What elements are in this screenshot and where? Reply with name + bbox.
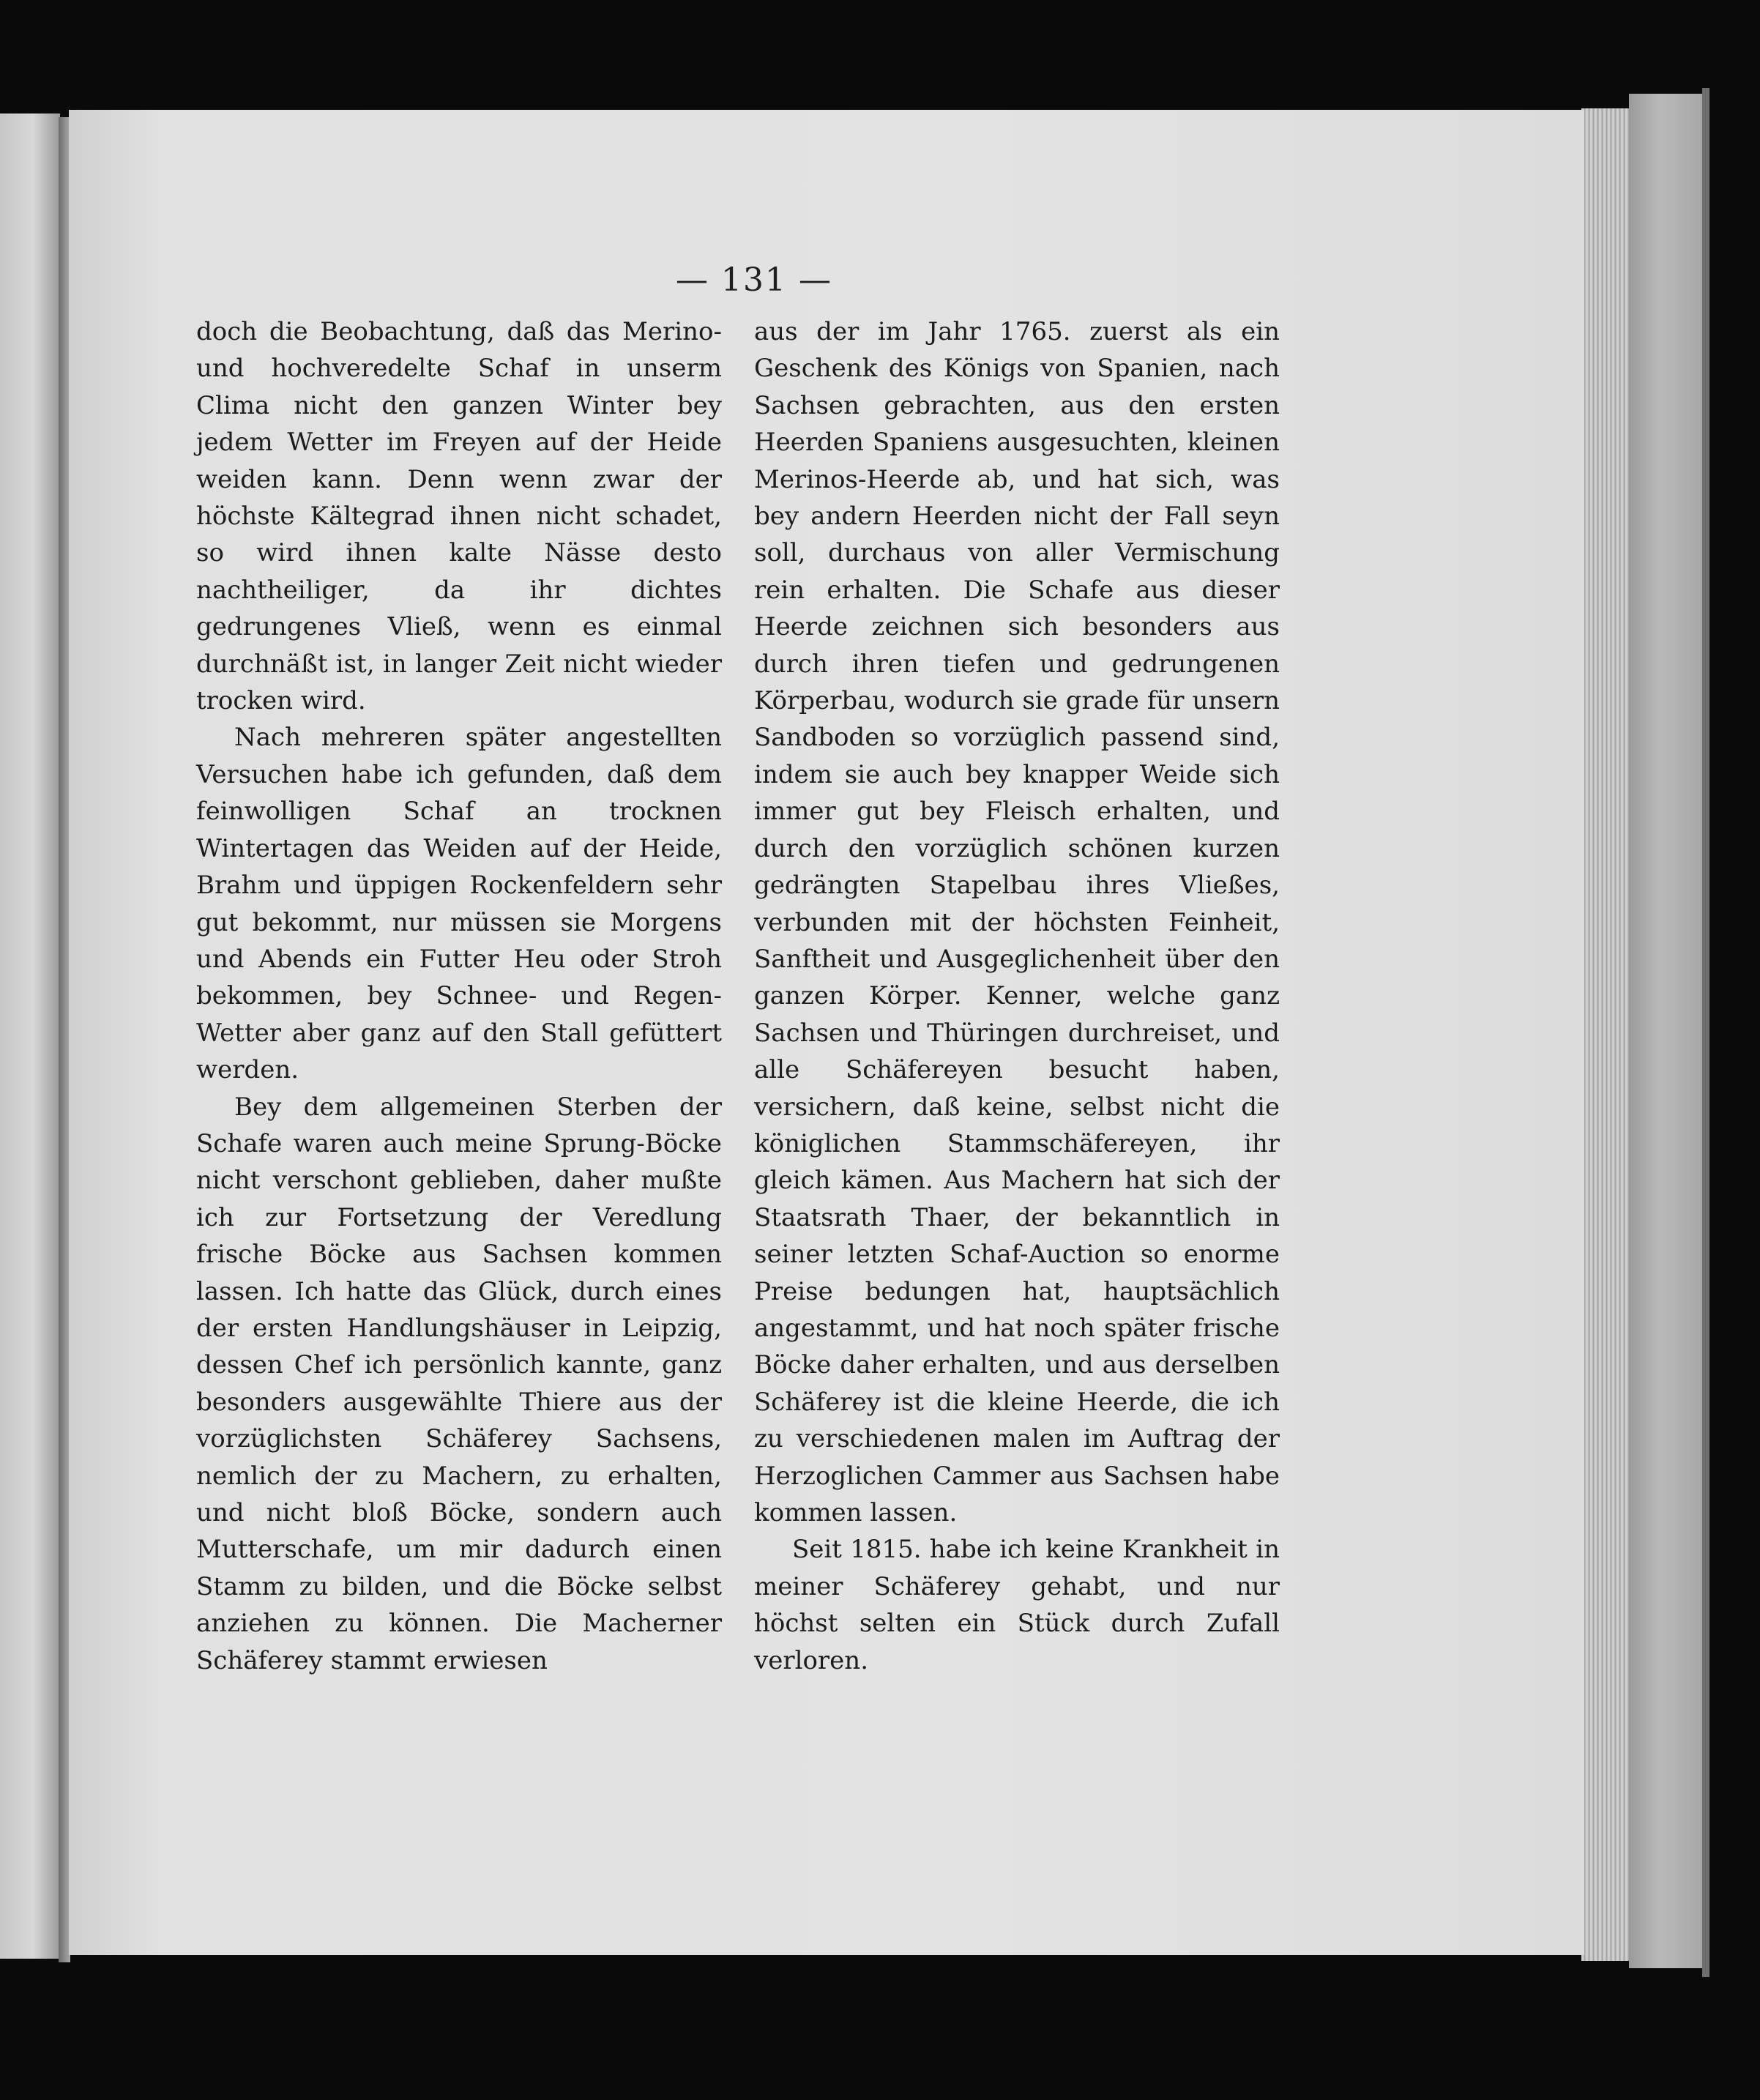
paragraph: Bey dem allgemeinen Sterben der Schafe waren auch meine Sprung-Böcke nicht verschont geblieben, daher mußte ich zur Fortsetzung der Veredlung frische Böcke aus Sachsen kommen lassen. Ich hatte das Glück, durch eines der ersten Handlungshäuser in Leipzig, dessen Chef ich persönlich kannte, ganz besonders ausgewählte Thiere aus der vorzüglichsten Schäferey Sachsens, nemlich der zu Machern, zu erhalten, und nicht bloß Böcke, sondern auch Mutterschafe, um mir dadurch einen Stamm zu bilden, und die Böcke selbst anziehen zu können. Die Macherner Schäferey stammt erwiesen — [196, 1092, 722, 1675]
paragraph: Nach mehreren später angestellten Versuchen habe ich gefunden, daß dem feinwolligen Schaf an trocknen Wintertagen das Weiden auf der Heide, Brahm und üppigen Rockenfeldern sehr gut bekommt, nur müssen sie Morgens und Abends ein Futter Heu oder Stroh bekommen, bey Schnee- und Regen-Wetter aber ganz auf den Stall gefüttert werden. — [196, 723, 722, 1085]
paragraph: aus der im Jahr 1765. zuerst als ein Geschenk des Königs von Spanien, nach Sachsen gebrachten, aus den ersten Heerden Spaniens ausgesuchten, kleinen Merinos-Heerde ab, und hat sich, was bey andern Heerden nicht der Fall seyn soll, durchaus von aller Vermischung rein erhalten. Die Schafe aus dieser Heerde zeichnen sich besonders aus durch ihren tiefen und gedrungenen Körperbau, wodurch sie grade für unsern Sandboden so vorzüglich passend sind, indem sie auch bey knapper Weide sich immer gut bey Fleisch erhalten, und durch den vorzüglich schönen kurzen gedrängten Stapelbau ihres Vließes, verbunden mit der höchsten Feinheit, Sanftheit und Ausgeglichenheit über den ganzen Körper. Kenner, welche ganz Sachsen und Thüringen durchreiset, und alle Schäfereyen besucht haben, versichern, daß keine, selbst nicht die königlichen Stammschäfereyen, ihr gleich kämen. Aus Machern hat sich der Staatsrath Thaer, der bekanntlich in seiner letzten Schaf-Auction so enorme Preise bedungen hat, hauptsächlich angestammt, und hat noch später frische Böcke daher erhalten, und aus derselben Schäferey ist die kleine Heerde, die ich zu verschiedenen malen im Auftrag der Herzoglichen Cammer aus Sachsen habe kommen lassen. — [754, 317, 1280, 1527]
book-cover — [1629, 94, 1706, 1968]
cover-edge — [1702, 88, 1709, 1977]
left-page-edge — [0, 113, 60, 1959]
page-number: — 131 — — [676, 261, 832, 299]
left-text-column — [196, 313, 722, 1679]
page-block-edges — [1581, 108, 1633, 1961]
paragraph: doch die Beobachtung, daß das Merino- und hochveredelte Schaf in unserm Clima nicht den ganzen Winter bey jedem Wetter im Freyen auf der Heide weiden kann. Denn wenn zwar der höchste Kältegrad ihnen nicht schadet, so wird ihnen kalte Nässe desto nachtheiliger, da ihr dichtes gedrungenes Vließ, wenn es einmal durchnäßt ist, in langer Zeit nicht wieder trocken wird. — [196, 317, 722, 716]
paragraph: Seit 1815. habe ich keine Krankheit in meiner Schäferey gehabt, und nur höchst selten ein Stück durch Zufall verloren. — [754, 1535, 1280, 1675]
right-text-column — [754, 313, 1280, 1679]
